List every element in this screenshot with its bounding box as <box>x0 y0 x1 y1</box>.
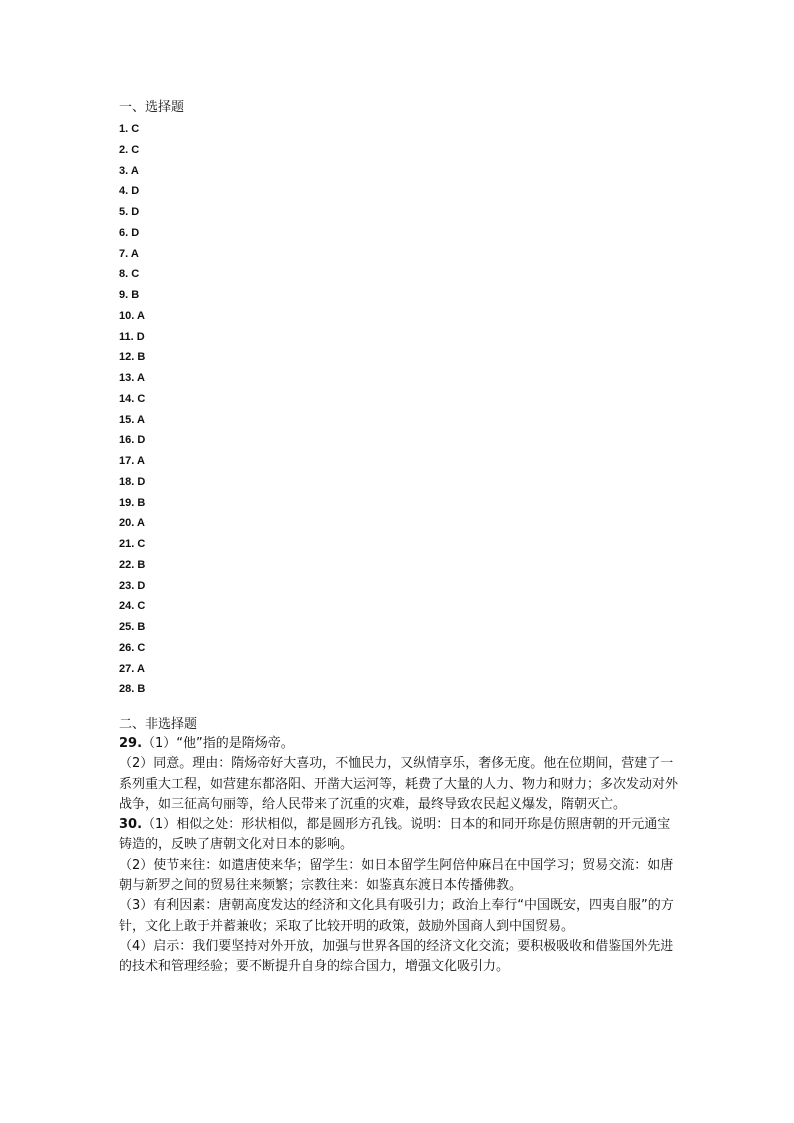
answer-item: 15. A <box>119 413 145 426</box>
answer-item: 24. C <box>119 600 146 613</box>
answer-item: 6. D <box>119 226 140 239</box>
answer-item: 26. C <box>119 641 146 654</box>
q29-number: 29. <box>119 736 143 751</box>
q29-part-2: （2）同意。理由：隋炀帝好大喜功，不恤民力，又纵情享乐，奢侈无度。他在位期间，营建了一系列重大工程，如营建东都洛阳、开凿大运河等，耗费了大量的人力、物力和财力；多次发动对外战争，如三征高句丽等，给人民带来了沉重的灾难，最终导致农民起义爆发，隋朝灭亡。 <box>119 756 679 812</box>
q30-part-4: （4）启示：我们要坚持对外开放，加强与世界各国的经济文化交流；要积极吸收和借鉴国外先进的技术和管理经验；要不断提升自身的综合国力，增强文化吸引力。 <box>119 938 674 975</box>
question-30 <box>119 815 679 977</box>
answer-list <box>119 119 679 700</box>
section-title-choice: 一、选择题 <box>119 100 185 115</box>
answer-item: 12. B <box>119 351 146 364</box>
q30-part-3: （3）有利因素：唐朝高度发达的经济和文化具有吸引力；政治上奉行“中国既安，四夷自服”的方针，文化上敢于并蓄兼收；采取了比较开明的政策，鼓励外国商人到中国贸易。 <box>119 898 674 934</box>
answer-item: 27. A <box>119 662 145 675</box>
answer-item: 1. C <box>119 123 140 135</box>
answer-item: 18. D <box>119 475 146 488</box>
answer-item: 3. A <box>119 164 139 177</box>
question-29 <box>119 734 679 815</box>
answer-item: 2. C <box>119 143 140 156</box>
answer-item: 25. B <box>119 621 146 633</box>
answer-item: 10. A <box>119 309 145 322</box>
answer-item: 5. D <box>119 206 140 218</box>
answer-item: 4. D <box>119 185 140 198</box>
answer-item: 20. A <box>119 517 145 530</box>
answer-item: 22. B <box>119 558 146 571</box>
q30-part-2: （2）使节来往：如遣唐使来华；留学生：如日本留学生阿倍仲麻吕在中国学习；贸易交流：如唐朝与新罗之间的贸易往来频繁；宗教往来：如鉴真东渡日本传播佛教。 <box>119 857 674 894</box>
answer-item: 14. C <box>119 392 146 405</box>
q29-part-1: 29.（1）“他”指的是隋炀帝。 <box>119 736 294 751</box>
answer-item: 17. A <box>119 455 145 467</box>
section-title-non-choice: 二、非选择题 <box>119 717 198 732</box>
answer-item: 8. C <box>119 268 140 281</box>
document-page <box>119 99 679 978</box>
q30-number: 30. <box>119 817 143 833</box>
answer-item: 9. B <box>119 289 140 301</box>
answer-item: 11. D <box>119 330 145 343</box>
section-non-choice <box>119 716 679 978</box>
answer-item: 21. C <box>119 538 146 550</box>
answer-item: 7. A <box>119 247 139 260</box>
answer-item: 19. B <box>119 496 146 509</box>
answer-item: 13. A <box>119 372 145 384</box>
answer-item: 28. B <box>119 683 146 696</box>
answer-item: 16. D <box>119 434 146 447</box>
q30-part-1: 30.（1）相似之处：形状相似，都是圆形方孔钱。说明：日本的和同开珎是仿照唐朝的开元通宝铸造的，反映了唐朝文化对日本的影响。 <box>119 817 671 853</box>
answer-item: 23. D <box>119 579 146 592</box>
